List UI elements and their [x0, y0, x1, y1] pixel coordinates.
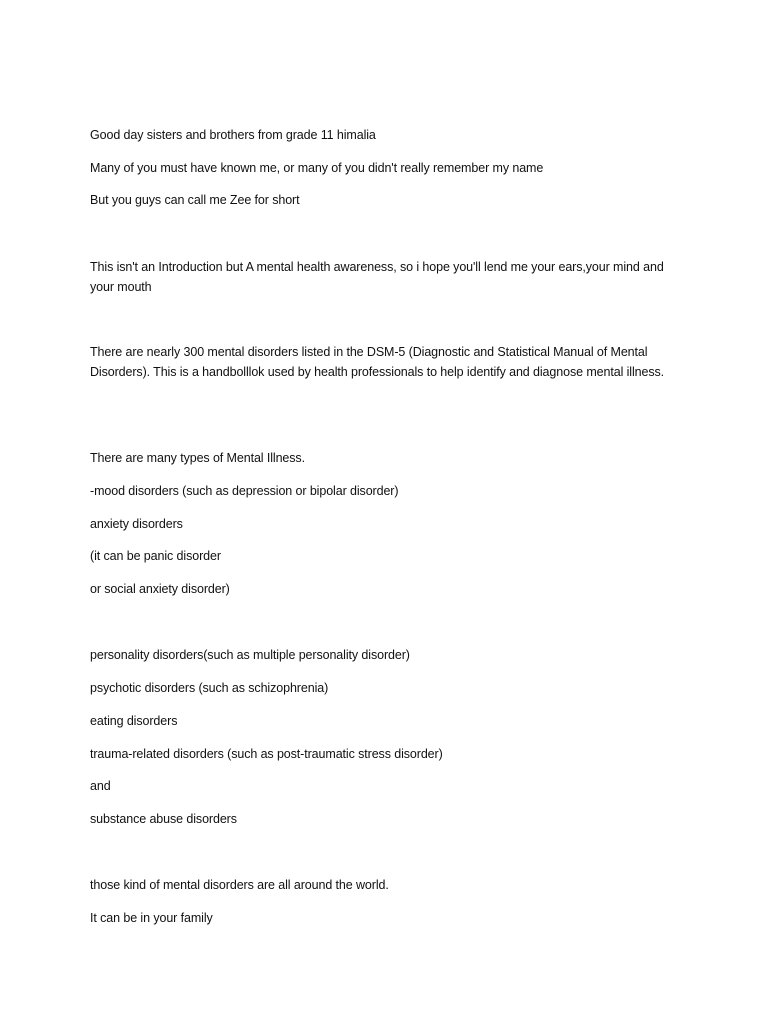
list-item: trauma-related disorders (such as post-traumatic stress disorder) — [90, 747, 443, 761]
awareness-paragraph: This isn't an Introduction but A mental health awareness, so i hope you'll lend me your ears,your mind and your mouth — [90, 260, 664, 294]
dsm-paragraph: There are nearly 300 mental disorders listed in the DSM-5 (Diagnostic and Statistical Manual of Mental Disorders). This is a handbolllok used by health professionals to help identify and diagnose mental illness. — [90, 345, 665, 379]
closing-line: It can be in your family — [90, 911, 213, 925]
list-item: and — [90, 779, 111, 793]
list-item: -mood disorders (such as depression or bipolar disorder) — [90, 484, 399, 498]
list-item: personality disorders(such as multiple personality disorder) — [90, 648, 410, 662]
list-item: or social anxiety disorder) — [90, 582, 230, 596]
list-item: substance abuse disorders — [90, 812, 237, 826]
closing-line: those kind of mental disorders are all around the world. — [90, 878, 389, 892]
list-item: psychotic disorders (such as schizophrenia) — [90, 681, 329, 695]
greeting-line: Good day sisters and brothers from grade 11 himalia — [90, 128, 376, 142]
list-item: anxiety disorders — [90, 517, 183, 531]
types-heading: There are many types of Mental Illness. — [90, 451, 305, 465]
intro-line: Many of you must have known me, or many of you didn't really remember my name — [90, 161, 544, 175]
list-item: (it can be panic disorder — [90, 549, 221, 563]
list-item: eating disorders — [90, 714, 178, 728]
nickname-line: But you guys can call me Zee for short — [90, 193, 300, 207]
